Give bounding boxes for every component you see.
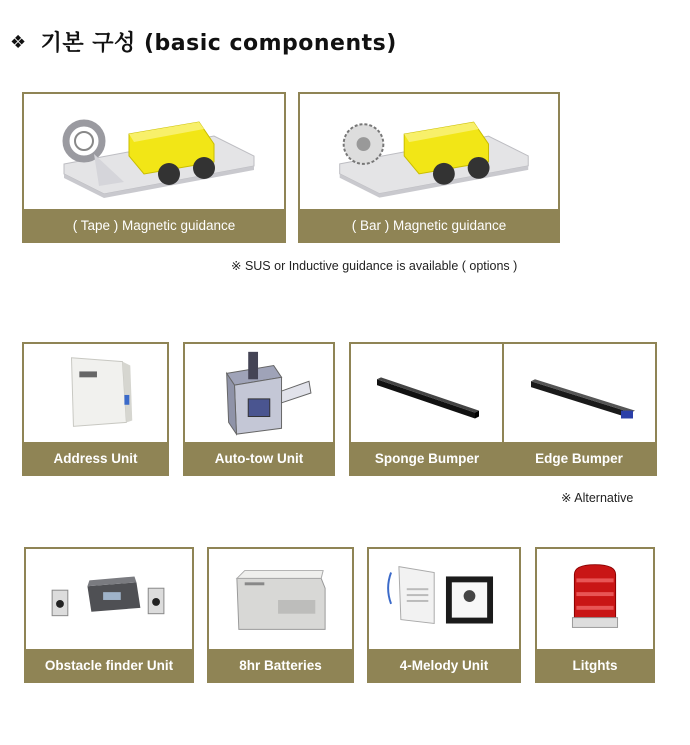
edge-bumper-caption: Edge Bumper [535,450,623,466]
obstacle-finder-caption: Obstacle finder Unit [26,649,192,681]
obstacle-finder-unit-card[interactable] [24,547,194,683]
page-title-text: 기본 구성 (basic components) [40,31,397,56]
bar-magnetic-guidance-card[interactable] [298,92,560,243]
tape-guidance-image [24,94,284,209]
sponge-bumper-caption: Sponge Bumper [374,450,480,466]
bar-guidance-image [300,94,558,209]
address-unit-image [24,344,167,442]
address-unit-caption: Address Unit [24,442,167,474]
bumper-divider [502,344,504,442]
guidance-options-note: ※ SUS or Inductive guidance is available ( options ) [231,259,518,273]
melody-unit-caption: 4-Melody Unit [369,649,519,681]
edge-bumper-image [531,379,635,418]
auto-tow-unit-card[interactable] [183,342,335,476]
melody-unit-image [369,549,519,649]
tape-magnetic-guidance-card[interactable] [22,92,286,243]
auto-tow-unit-image [185,344,333,442]
bumper-caption-bar [351,442,655,474]
tape-guidance-caption: ( Tape ) Magnetic guidance [24,209,284,241]
obstacle-finder-image [26,549,192,649]
diamond-bullet-icon: ❖ [10,32,27,53]
page-title [10,26,397,57]
bar-guidance-caption: ( Bar ) Magnetic guidance [300,209,558,241]
alternative-note: ※ Alternative [561,491,634,505]
lights-image [537,549,653,649]
batteries-card[interactable] [207,547,354,683]
lights-card[interactable] [535,547,655,683]
bumper-card[interactable] [349,342,657,476]
melody-unit-card[interactable] [367,547,521,683]
batteries-image [209,549,352,649]
sponge-bumper-image [377,377,479,418]
lights-caption: Litghts [537,649,653,681]
batteries-caption: 8hr Batteries [209,649,352,681]
auto-tow-unit-caption: Auto-tow Unit [185,442,333,474]
address-unit-card[interactable] [22,342,169,476]
